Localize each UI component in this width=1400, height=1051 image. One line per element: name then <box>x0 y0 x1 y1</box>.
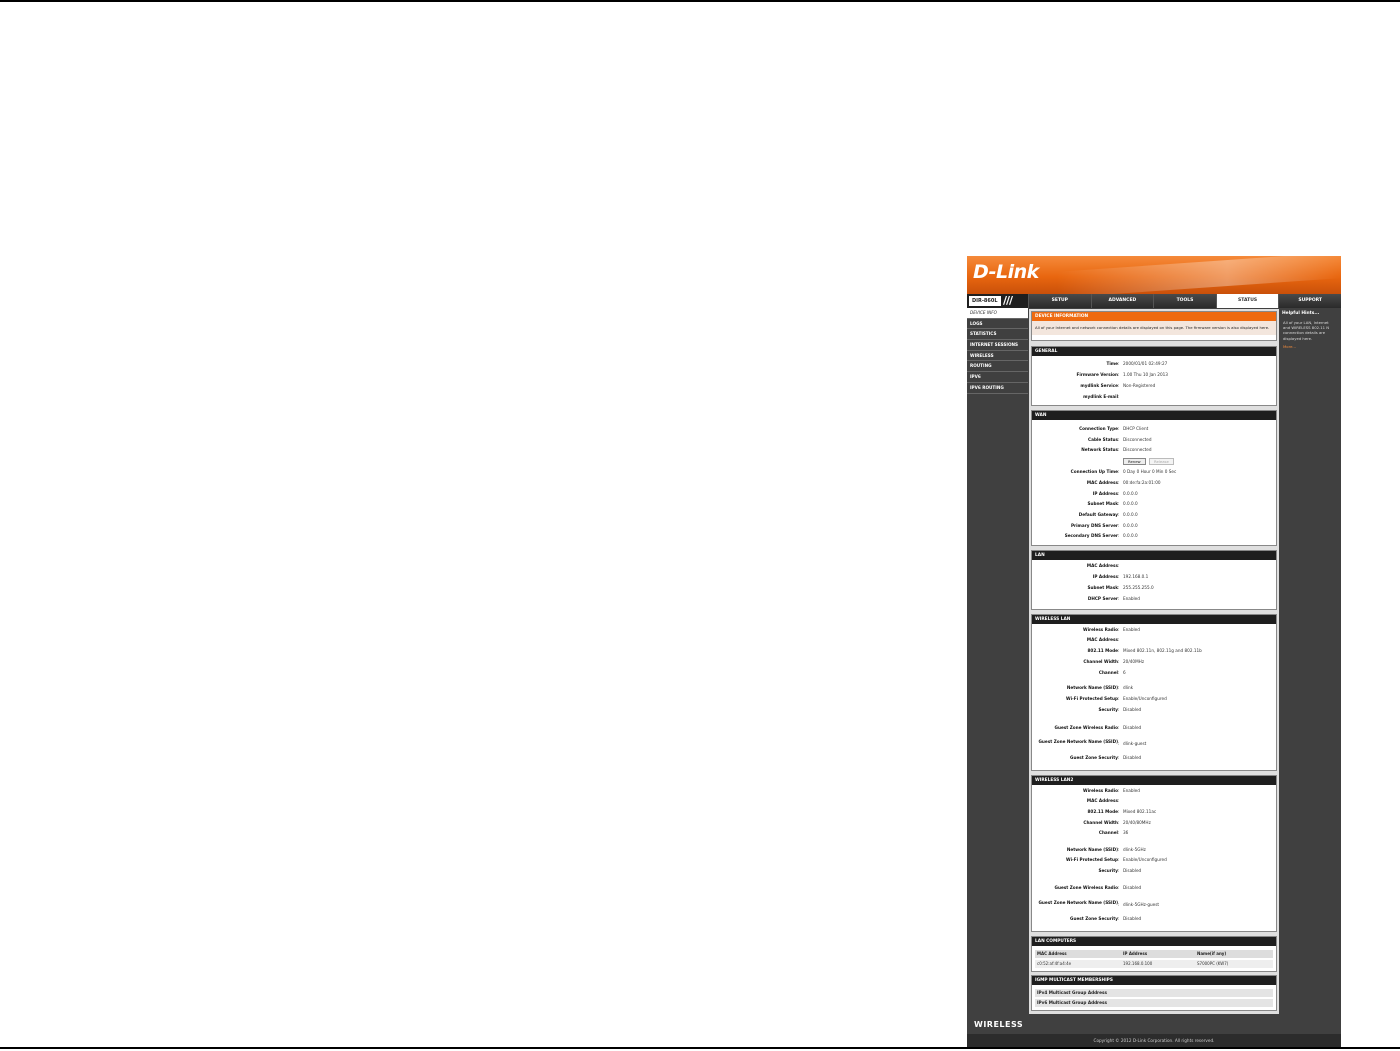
wan-row-cable-status: Cable Status : Disconnected <box>1088 437 1152 442</box>
sidebar-item-wireless[interactable]: WIRELESS <box>967 351 1028 362</box>
device-info-panel <box>1031 311 1277 341</box>
brand-banner <box>967 256 1341 294</box>
model-name: DIR-860L <box>969 296 1001 306</box>
wan-row-gateway: Default Gateway : 0.0.0.0 <box>1078 512 1138 517</box>
igmp-panel <box>1031 975 1277 1011</box>
wan-row-connection-type: Connection Type : DHCP Client <box>1079 426 1149 431</box>
wlan-row-mode: 802.11 Mode : Mixed 802.11n, 802.11g and 802.11b <box>1087 648 1202 653</box>
sidebar-item-ipv6-routing[interactable]: IPV6 ROUTING <box>967 383 1028 394</box>
column-mac-address: MAC Address <box>1037 951 1067 956</box>
igmp-row-ipv4: IPv4 Multicast Group Address <box>1035 989 1273 997</box>
general-row-mydlink-service: mydlink Service : Non-Registered <box>1080 383 1156 388</box>
wan-row-ip: IP Address : 0.0.0.0 <box>1092 491 1138 496</box>
hints-more-link[interactable]: More... <box>1283 343 1297 349</box>
lan-row-subnet: Subnet Mask : 255.255.255.0 <box>1087 585 1154 590</box>
page-top-rule <box>0 0 1400 2</box>
wan-row-network-status: Network Status : Disconnected <box>1081 447 1152 452</box>
wan-heading: WAN <box>1032 411 1276 420</box>
wlan-row-width: Channel Width : 20/40MHz <box>1083 659 1145 664</box>
tab-support[interactable]: SUPPORT <box>1278 294 1341 308</box>
wan-row-uptime: Connection Up Time : 0 Day 0 Hour 0 Min 0 Sec <box>1070 469 1177 474</box>
wlan2-row-guest-ssid: Guest Zone Network Name (SSID) : dlink-5GHz-guest <box>1038 900 1160 907</box>
router-web-ui <box>967 256 1341 1048</box>
sidebar-item-internet-sessions[interactable]: INTERNET SESSIONS <box>967 340 1028 351</box>
copyright-bar: Copyright © 2012 D-Link Corporation. All rights reserved. <box>967 1034 1341 1048</box>
cell-mac: c0:52:af:4f:a4:4e <box>1037 961 1072 966</box>
general-row-mydlink-email: mydlink E-mail : <box>1083 394 1120 399</box>
wlan-row-guest-ssid: Guest Zone Network Name (SSID) : dlink-guest <box>1038 739 1147 746</box>
wlan-row-wps: Wi-Fi Protected Setup : Enable/Unconfigured <box>1065 696 1167 701</box>
general-row-time: Time : 2000/01/01 02:49:27 <box>1106 361 1168 366</box>
wireless-lan2-panel <box>1031 775 1277 932</box>
wireless-lan-heading: WIRELESS LAN <box>1032 615 1276 624</box>
renew-button[interactable]: Renew <box>1123 458 1146 465</box>
cell-name: S7000PC (KW7) <box>1197 961 1229 966</box>
wlan2-row-guest-security: Guest Zone Security : Disabled <box>1070 916 1142 921</box>
wan-row-subnet: Subnet Mask : 0.0.0.0 <box>1087 501 1138 506</box>
lan-row-ip: IP Address : 192.168.0.1 <box>1092 574 1149 579</box>
sidebar-menu <box>967 308 1028 1016</box>
wlan2-row-guest-radio: Guest Zone Wireless Radio : Disabled <box>1054 885 1142 890</box>
wireless-lan2-heading: WIRELESS LAN2 <box>1032 776 1276 785</box>
hints-text: All of your LAN, Internet and WIRELESS 802.11 N connection details are displayed here. <box>1283 320 1330 341</box>
helpful-hints-panel <box>1280 309 1339 1014</box>
wlan-row-guest-radio: Guest Zone Wireless Radio : Disabled <box>1054 725 1142 730</box>
tab-status[interactable]: STATUS <box>1216 294 1279 308</box>
lan-computers-heading: LAN COMPUTERS <box>1032 937 1276 946</box>
wlan-row-radio: Wireless Radio : Enabled <box>1082 627 1140 632</box>
cell-ip: 192.168.0.100 <box>1123 961 1153 966</box>
wlan2-row-ssid: Network Name (SSID) : dlink-5GHz <box>1066 847 1146 852</box>
tab-tools[interactable]: TOOLS <box>1153 294 1216 308</box>
wlan-row-channel: Channel : 6 <box>1098 670 1126 675</box>
wan-row-mac: MAC Address : 00:de:fa:2a:01:00 <box>1086 480 1161 485</box>
wlan2-row-radio: Wireless Radio : Enabled <box>1082 788 1140 793</box>
general-heading: GENERAL <box>1032 347 1276 356</box>
wlan-row-mac: MAC Address : <box>1086 637 1120 642</box>
footer-label: WIRELESS <box>974 1020 1024 1029</box>
lan-computers-panel <box>1031 936 1277 972</box>
wan-row-primary-dns: Primary DNS Server : 0.0.0.0 <box>1070 523 1138 528</box>
tab-advanced[interactable]: ADVANCED <box>1091 294 1154 308</box>
sidebar-item-statistics[interactable]: STATISTICS <box>967 329 1028 340</box>
wlan2-row-security: Security : Disabled <box>1098 868 1142 873</box>
wlan2-row-mac: MAC Address : <box>1086 798 1120 803</box>
wireless-lan-panel <box>1031 614 1277 771</box>
table-row <box>1035 960 1273 968</box>
sidebar-item-routing[interactable]: ROUTING <box>967 361 1028 372</box>
main-content <box>1029 309 1279 1014</box>
wan-row-secondary-dns: Secondary DNS Server : 0.0.0.0 <box>1064 533 1138 538</box>
wlan-row-guest-security: Guest Zone Security : Disabled <box>1070 755 1142 760</box>
wan-buttons <box>1032 458 1276 466</box>
wlan2-row-width: Channel Width : 20/40/80MHz <box>1083 820 1151 825</box>
lan-row-mac: MAC Address : <box>1086 563 1120 568</box>
sidebar-item-device-info[interactable]: DEVICE INFO <box>967 308 1028 319</box>
sidebar-item-logs[interactable]: LOGS <box>967 319 1028 330</box>
wan-panel <box>1031 410 1277 546</box>
wlan2-row-mode: 802.11 Mode : Mixed 802.11ac <box>1087 809 1157 814</box>
lan-heading: LAN <box>1032 551 1276 560</box>
igmp-row-ipv6: IPv6 Multicast Group Address <box>1035 999 1273 1007</box>
tab-setup[interactable]: SETUP <box>1028 294 1091 308</box>
model-divider: /// <box>1003 294 1013 307</box>
hints-title: Helpful Hints... <box>1282 311 1320 316</box>
banner-swoosh <box>1057 256 1341 298</box>
wlan-row-ssid: Network Name (SSID) : dlink <box>1066 685 1134 690</box>
column-ip-address: IP Address <box>1123 951 1148 956</box>
device-info-text: All of your Internet and network connection details are displayed on this page. The firmware version is also displayed here. <box>1032 321 1276 335</box>
release-button[interactable]: Release <box>1149 458 1174 465</box>
wlan2-row-channel: Channel : 36 <box>1098 830 1129 835</box>
general-row-firmware: Firmware Version : 1.00 Thu 10 Jan 2013 <box>1076 372 1168 377</box>
model-label <box>967 294 1028 308</box>
device-info-heading: DEVICE INFORMATION <box>1032 312 1276 321</box>
sidebar-item-ipv6[interactable]: IPV6 <box>967 372 1028 383</box>
wlan-row-security: Security : Disabled <box>1098 707 1142 712</box>
column-name: Name(if any) <box>1197 951 1227 956</box>
lan-computers-header <box>1035 950 1273 958</box>
footer-label-bar <box>967 1016 1341 1034</box>
wlan2-row-wps: Wi-Fi Protected Setup : Enable/Unconfigured <box>1065 857 1167 862</box>
general-panel <box>1031 346 1277 406</box>
page-bottom-rule <box>0 1047 1400 1049</box>
dlink-logo: D-Link <box>973 261 1039 283</box>
lan-panel <box>1031 550 1277 610</box>
lan-row-dhcp: DHCP Server : Enabled <box>1087 596 1140 601</box>
top-navigation <box>967 294 1341 308</box>
igmp-heading: IGMP MULTICAST MEMBERSHIPS <box>1032 976 1276 985</box>
